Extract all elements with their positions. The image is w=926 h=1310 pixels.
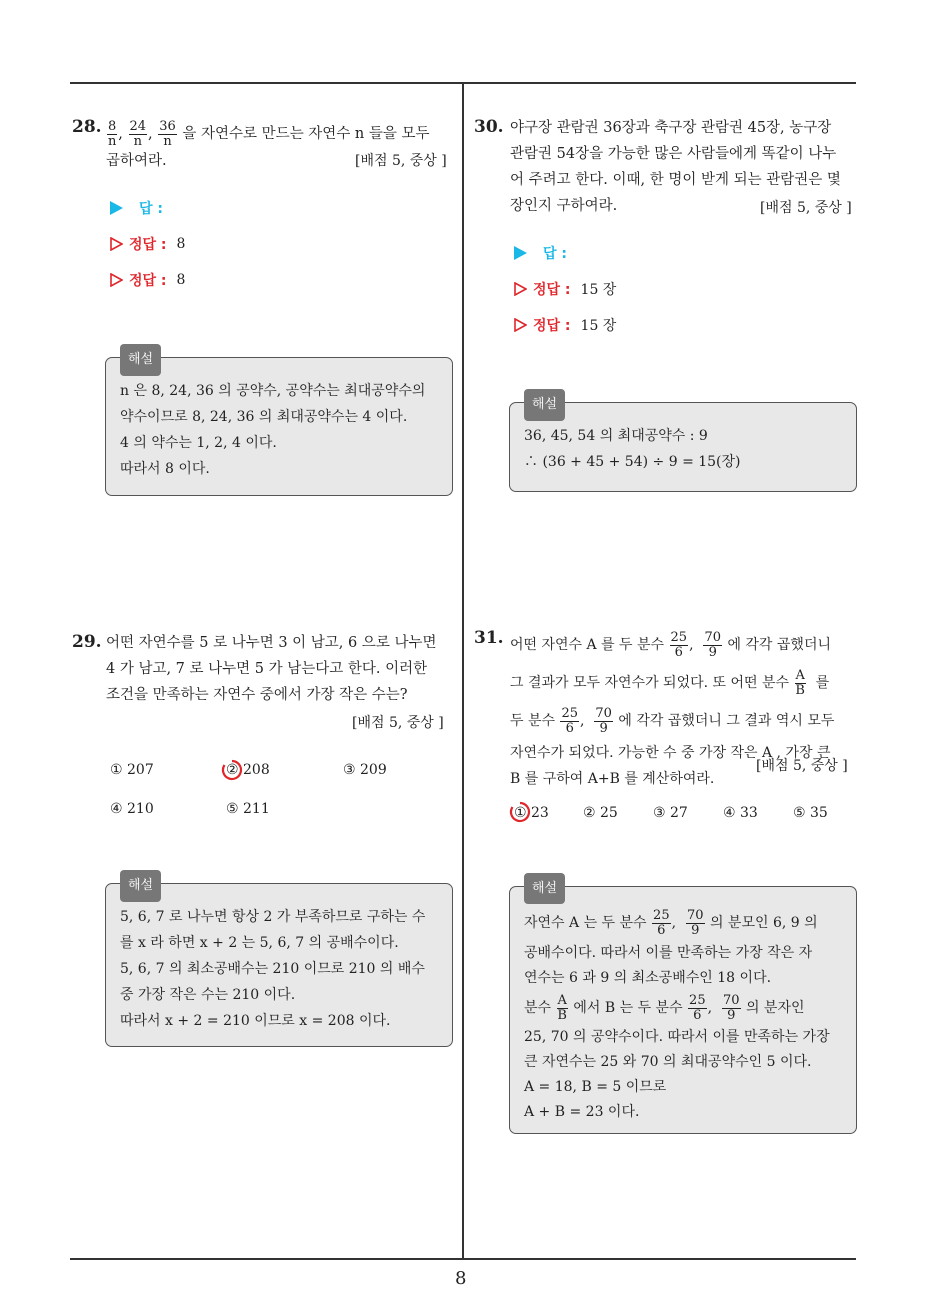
answer-label: 답 : <box>139 201 163 217</box>
fraction-25-6: $\frac{25}{6}$ <box>670 629 688 660</box>
explanation-line: 의 분모인 6, 9 의 <box>709 914 818 931</box>
selected-circle-icon <box>509 801 531 823</box>
question-31-text: 어떤 자연수 A 를 두 분수 $\frac{25}{6}$ , $\frac{70}{9}$ 에 각각 곱했더니 그 결과가 모두 자연수가 되었다. 또 어떤 분수 $\frac{A}{B}$ 를 두 분수 $\frac{25}{6}$ , $\frac{70}{9}$ 에 각각 곱했더니 그 결과 역시 모두 자연수가 되었다. 가능한 수 중 가장 작은 A , 가장 큰 B 를 구하여 A+B 를 계산하여라. <box>510 626 860 792</box>
fraction-8-n: $\frac{8}{n}$ <box>107 118 117 149</box>
play-solid-icon <box>110 201 123 215</box>
fraction-70-9: $\frac{70}{9}$ <box>595 705 612 736</box>
explanation-line: A + B = 23 이다. <box>524 1104 640 1120</box>
explanation-line: 큰 자연수는 25 와 70 의 최대공약수인 5 이다. <box>524 1054 812 1070</box>
question-31-line3b: 에 각각 곱했더니 그 결과 역시 모두 <box>618 713 835 729</box>
question-31-line5: B 를 구하여 A+B 를 계산하여라. <box>510 771 715 787</box>
question-30-explanation-box <box>509 397 857 492</box>
fraction-25-6: $\frac{25}{6}$ <box>653 907 670 938</box>
explanation-line: 36, 45, 54 의 최대공약수 : 9 <box>524 428 708 444</box>
choice-3[interactable]: ③ 209 <box>343 762 387 778</box>
question-28-number: 28. <box>72 117 102 137</box>
question-31-line3a: 두 분수 <box>510 713 556 729</box>
explanation-line: 자연수 A 는 두 분수 <box>524 914 647 931</box>
question-30-correct-row-2 <box>514 315 616 335</box>
question-30-line: 장인지 구하여라. <box>510 198 618 214</box>
column-divider <box>462 82 464 1260</box>
explanation-line: 공배수이다. 따라서 이를 만족하는 가장 작은 자 <box>524 945 813 961</box>
explanation-line: 약수이므로 8, 24, 36 의 최대공약수는 4 이다. <box>120 409 408 425</box>
play-solid-icon <box>514 246 527 260</box>
question-29-explanation-box <box>105 878 453 1047</box>
correct-label: 정답 : <box>129 237 167 253</box>
answer-label: 답 : <box>543 246 567 262</box>
correct-label: 정답 : <box>129 273 167 289</box>
fraction-36-n: $\frac{36}{n}$ <box>159 118 176 149</box>
explanation-line: 5, 6, 7 로 나누면 항상 2 가 부족하므로 구하는 수 <box>120 909 426 925</box>
explanation-line: 의 분자인 <box>745 999 805 1016</box>
explanation-line: ∴ (36 + 45 + 54) ÷ 9 = 15(장) <box>524 454 741 470</box>
explanation-tag: 해설 <box>524 873 565 904</box>
question-29-line: 어떤 자연수를 5 로 나누면 3 이 남고, 6 으로 나누면 <box>106 635 437 651</box>
fraction-24-n: $\frac{24}{n}$ <box>129 118 147 149</box>
choice-2[interactable]: ② 25 <box>583 805 618 821</box>
question-31-line1a: 어떤 자연수 A 를 두 분수 <box>510 637 665 653</box>
question-29-text <box>106 630 456 708</box>
explanation-line: 에서 B 는 두 분수 <box>573 999 683 1016</box>
explanation-line: A = 18, B = 5 이므로 <box>524 1079 667 1095</box>
correct-label: 정답 : <box>533 282 571 298</box>
choice-1[interactable]: ① 23 <box>514 805 549 821</box>
question-29-number: 29. <box>72 632 102 652</box>
question-31-line4: 자연수가 되었다. 가능한 수 중 가장 작은 A , 가장 큰 <box>510 745 831 761</box>
question-28-text: $\frac{8}{n}$ , $\frac{24}{n}$ , $\frac{36}{n}$ 을 자연수로 만드는 자연수 n 들을 모두 곱하여라. <box>106 116 456 170</box>
question-30-correct-value-2: 15 장 <box>580 318 617 334</box>
question-31-number: 31. <box>474 628 504 648</box>
fraction-a-b: $\frac{A}{B}$ <box>795 667 805 698</box>
play-outline-icon <box>110 237 123 251</box>
bottom-rule <box>70 1258 856 1260</box>
explanation-line: 를 x 라 하면 x + 2 는 5, 6, 7 의 공배수이다. <box>120 935 399 951</box>
question-31-line2a: 그 결과가 모두 자연수가 되었다. 또 어떤 분수 <box>510 675 790 691</box>
question-30-correct-value-1: 15 장 <box>580 282 617 298</box>
play-outline-icon <box>110 273 123 287</box>
question-30-number: 30. <box>474 117 504 137</box>
correct-label: 정답 : <box>533 318 571 334</box>
question-30-meta: [배점 5, 중상 ] <box>760 200 852 216</box>
question-31-line2b: 를 <box>815 675 830 691</box>
question-28-correct-row-1 <box>110 234 185 254</box>
explanation-line: 5, 6, 7 의 최소공배수는 210 이므로 210 의 배수 <box>120 961 425 977</box>
question-28-correct-row-2 <box>110 270 185 290</box>
fraction-a-b: $\frac{A}{B}$ <box>557 992 567 1023</box>
question-31-explanation-box: 해설 자연수 A 는 두 분수 $\frac{25}{6}$ , $\frac{70}{9}$ 의 분모인 6, 9 의 공배수이다. 따라서 이를 만족하는 가장 작은 자 연수는 6 과 9 의 최소공배수인 18 이다. 분수 $\frac{A}{B}$ 에서 B 는 두 분수 $\frac{25}{6}$ , $\frac{70}{9}$ 의 분자인 25, 70 의 공약수이다. 따라서 이를 만족하는 가장 큰 자연수는 25 와 70 의 최대공약수인 5 이다. A = 18, B = 5 이므로 A + B = 23 이다. <box>509 886 857 1134</box>
fraction-25-6: $\frac{25}{6}$ <box>689 992 706 1023</box>
choice-1[interactable]: ① 207 <box>110 762 154 778</box>
question-28-line1: 을 자연수로 만드는 자연수 n 들을 모두 <box>182 126 430 142</box>
question-29-line: 4 가 남고, 7 로 나누면 5 가 남는다고 한다. 이러한 <box>106 661 428 677</box>
question-30-line: 관람권 54장을 가능한 많은 사람들에게 똑같이 나누 <box>510 146 837 162</box>
choice-4[interactable]: ④ 33 <box>723 805 758 821</box>
explanation-tag: 해설 <box>120 870 161 902</box>
explanation-line: 4 의 약수는 1, 2, 4 이다. <box>120 435 277 451</box>
fraction-70-9: $\frac{70}{9}$ <box>704 629 721 660</box>
choice-3[interactable]: ③ 27 <box>653 805 688 821</box>
explanation-line: 중 가장 작은 수는 210 이다. <box>120 987 296 1003</box>
choice-5[interactable]: ⑤ 35 <box>793 805 828 821</box>
question-31-line1b: 에 각각 곱했더니 <box>727 637 832 653</box>
explanation-tag: 해설 <box>524 389 565 421</box>
fraction-70-9: $\frac{70}{9}$ <box>722 992 740 1023</box>
question-30-line: 어 주려고 한다. 이때, 한 명이 받게 되는 관람권은 몇 <box>510 172 841 188</box>
question-28-meta: [배점 5, 중상 ] <box>355 153 447 169</box>
explanation-line: 따라서 x + 2 = 210 이므로 x = 208 이다. <box>120 1013 391 1029</box>
question-29-line: 조건을 만족하는 자연수 중에서 가장 작은 수는? <box>106 687 408 703</box>
question-28-answer-row[interactable] <box>110 198 173 218</box>
fraction-25-6: $\frac{25}{6}$ <box>561 705 579 736</box>
choice-2[interactable]: ② 208 <box>226 762 270 778</box>
explanation-line: 따라서 8 이다. <box>120 461 210 477</box>
explanation-line: n 은 8, 24, 36 의 공약수, 공약수는 최대공약수의 <box>120 383 426 399</box>
question-28-explanation-box <box>105 352 453 496</box>
explanation-line: 분수 <box>524 999 552 1016</box>
explanation-tag: 해설 <box>120 344 161 376</box>
question-29-meta: [배점 5, 중상 ] <box>352 715 444 731</box>
question-30-correct-row-1 <box>514 279 616 299</box>
fraction-70-9: $\frac{70}{9}$ <box>686 907 704 938</box>
question-30-answer-row[interactable] <box>514 243 577 263</box>
choice-4[interactable]: ④ 210 <box>110 801 154 817</box>
question-28-correct-value-2: 8 <box>176 272 186 288</box>
choice-5[interactable]: ⑤ 211 <box>226 801 270 817</box>
explanation-line: 연수는 6 과 9 의 최소공배수인 18 이다. <box>524 970 772 986</box>
selected-circle-icon <box>221 759 243 781</box>
question-28-correct-value-1: 8 <box>176 236 186 252</box>
explanation-line: 25, 70 의 공약수이다. 따라서 이를 만족하는 가장 <box>524 1029 830 1045</box>
question-31-meta: [배점 5, 중상 ] <box>756 758 848 774</box>
play-outline-icon <box>514 282 527 296</box>
page-number: 8 <box>455 1268 467 1289</box>
play-outline-icon <box>514 318 527 332</box>
question-30-line: 야구장 관람권 36장과 축구장 관람권 45장, 농구장 <box>510 120 832 136</box>
question-28-line2: 곱하여라. <box>106 153 167 169</box>
